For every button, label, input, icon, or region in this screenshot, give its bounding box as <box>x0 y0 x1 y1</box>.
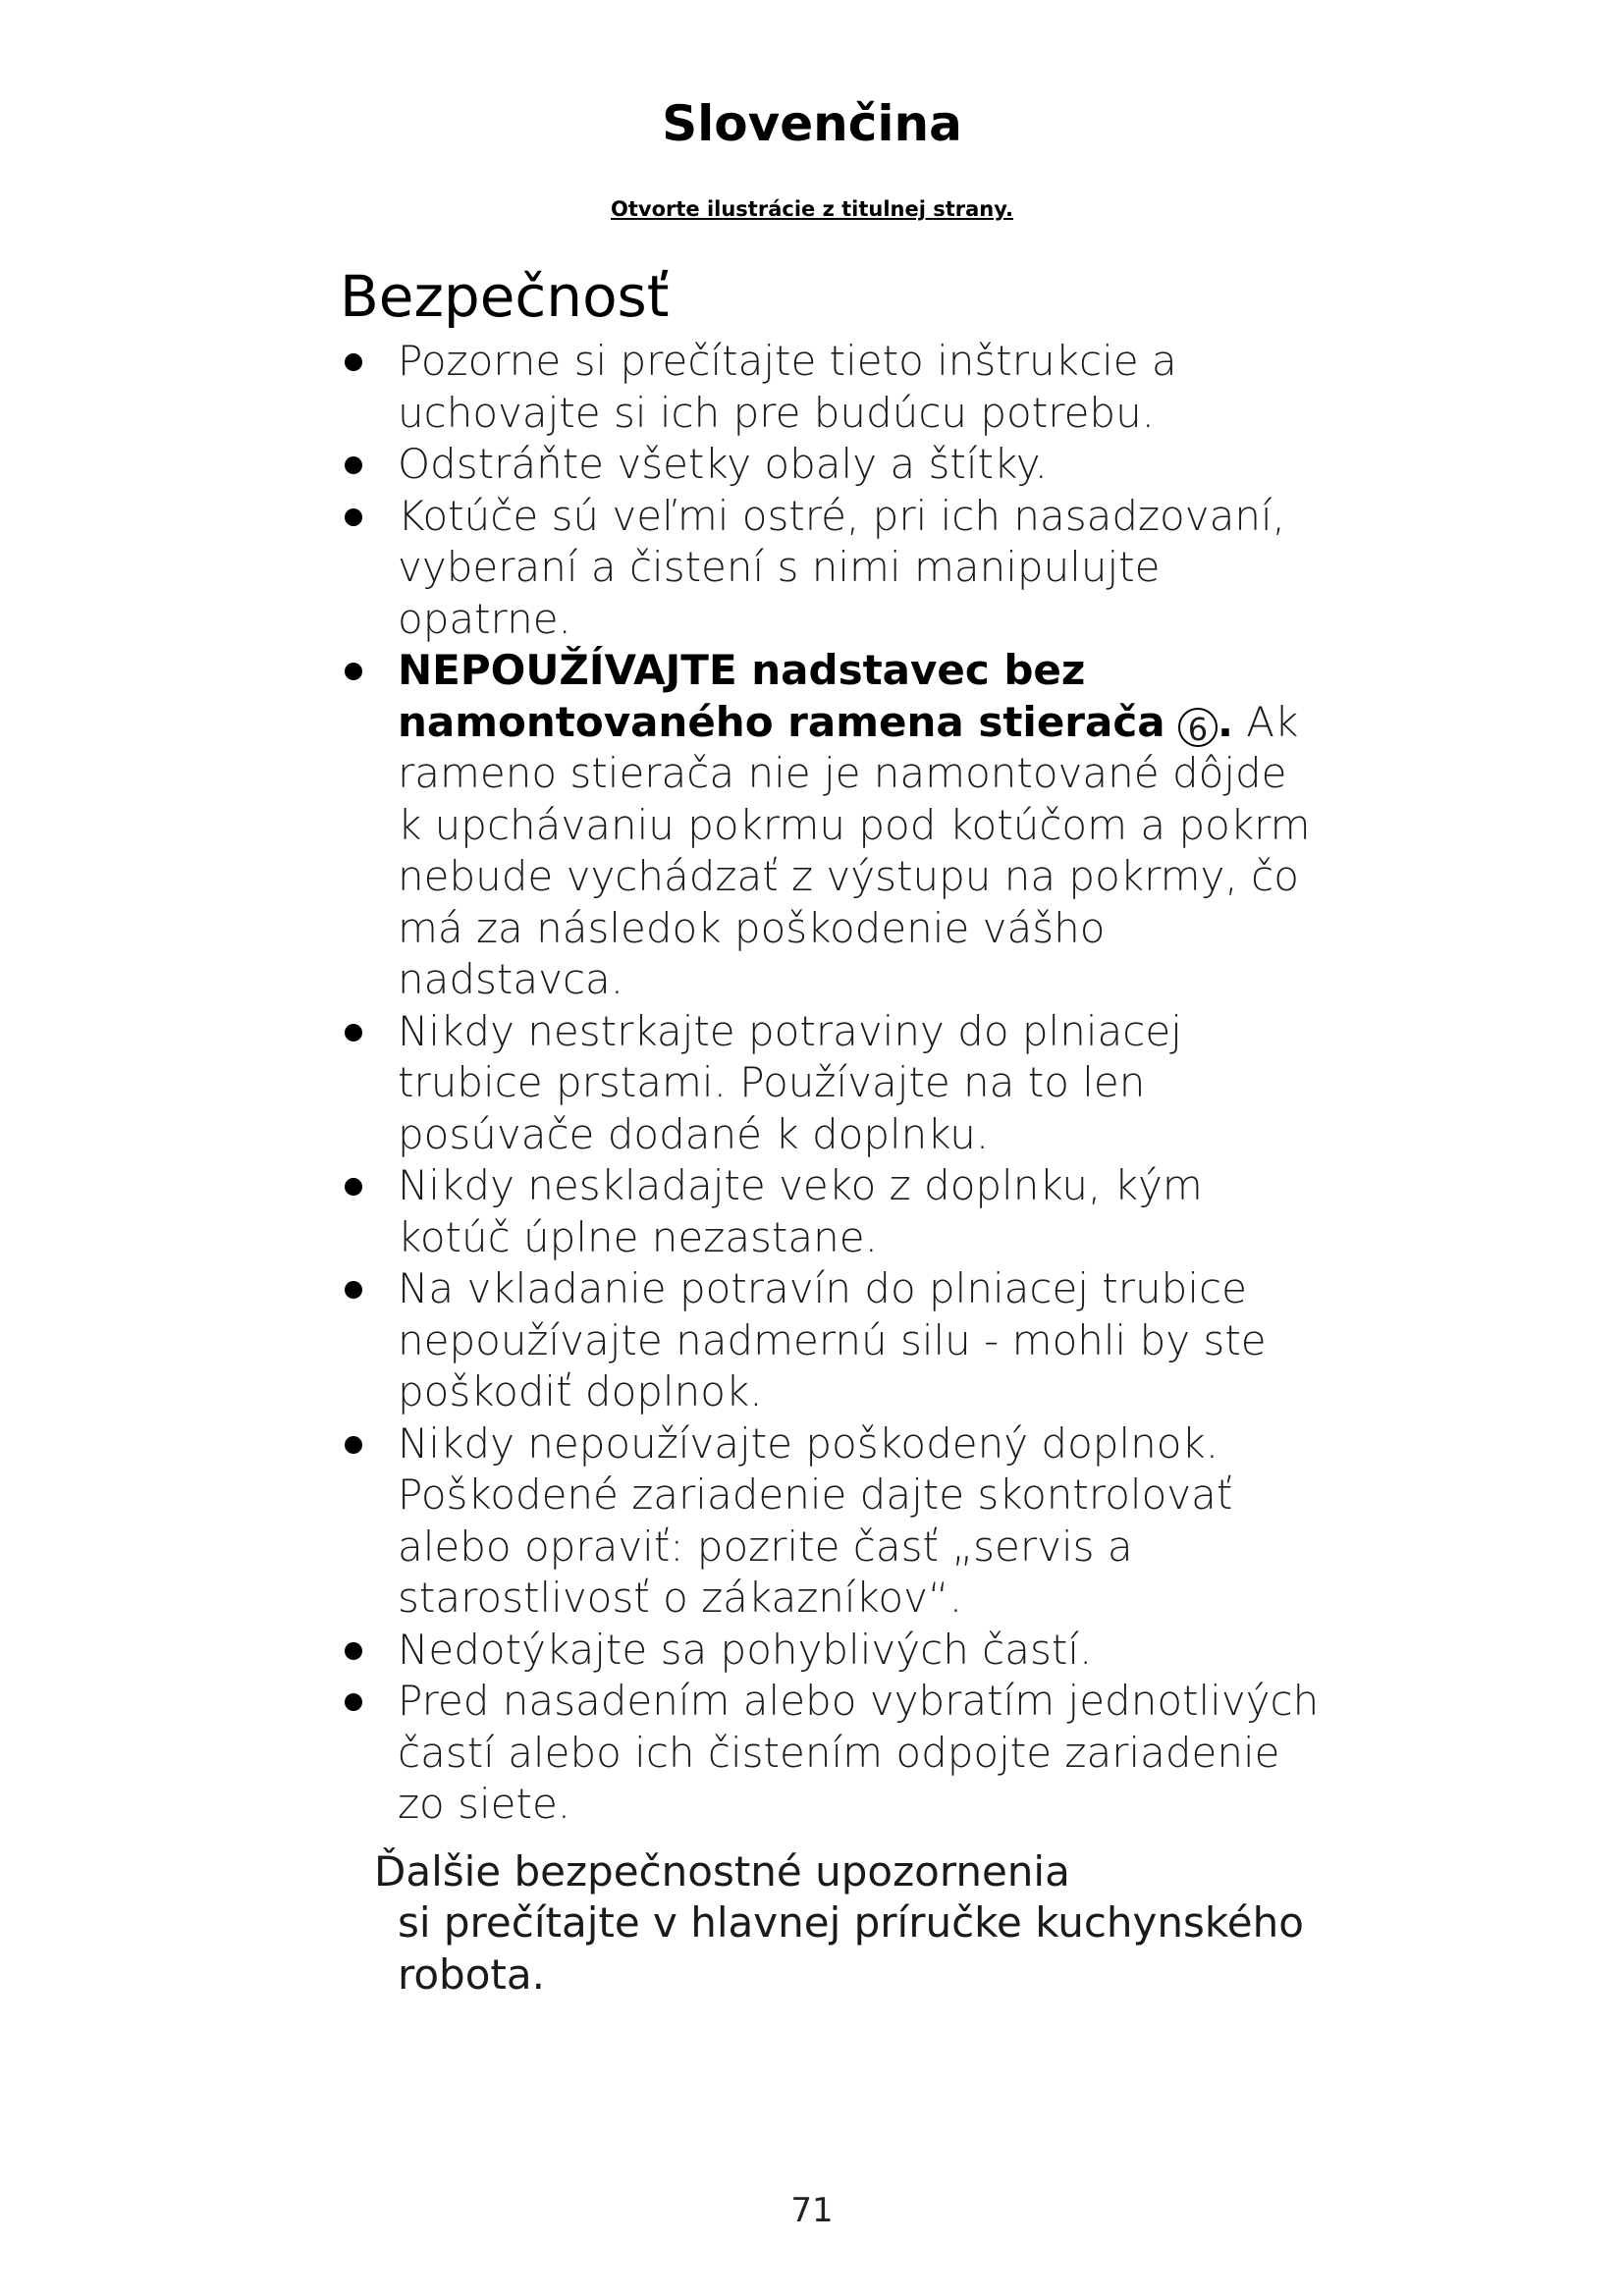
closing-line-2: si prečítajte v hlavnej príručke kuchynského robota. <box>398 1898 1304 1999</box>
list-item <box>340 1263 1322 1418</box>
closing-note <box>340 1846 1322 2002</box>
bullet-text: Odstráňte všetky obaly a štítky. <box>398 440 1049 488</box>
bullet-text: Kotúče sú veľmi ostré, pri ich nasadzovaní, vyberaní a čistení s nimi manipulujte opatrne. <box>398 491 1285 643</box>
subtitle-text: Otvorte ilustrácie z titulnej strany. <box>611 197 1013 221</box>
page-subtitle <box>0 197 1624 221</box>
bullet-text: Nikdy neskladajte veko z doplnku, kým kotúč úplne nezastane. <box>398 1161 1203 1261</box>
bullet-text: Pozorne si prečítajte tieto inštrukcie a uchovajte si ich pre budúcu potrebu. <box>398 337 1177 437</box>
bullet-text: Pred nasadením alebo vybratím jednotlivých častí alebo ich čistením odpojte zariadenie zo siete. <box>398 1677 1320 1828</box>
bullet-dot-icon <box>345 508 362 526</box>
section-heading: Bezpečnosť <box>340 263 670 330</box>
list-item <box>340 1676 1322 1831</box>
bullet-dot-icon <box>345 1281 362 1299</box>
bullet-dot-icon <box>345 456 362 474</box>
reference-suffix: . <box>1217 697 1233 746</box>
bullet-dot-icon <box>345 1178 362 1196</box>
page-number: 71 <box>790 2191 834 2230</box>
bullet-dot-icon <box>345 663 362 680</box>
safety-section <box>340 261 1322 2001</box>
list-item <box>340 439 1322 491</box>
list-item <box>340 1006 1322 1161</box>
list-item <box>340 491 1322 646</box>
page-title: Slovenčina <box>662 95 962 152</box>
bullet-dot-icon <box>345 353 362 371</box>
bullet-text: Nikdy nestrkajte potraviny do plniacej trubice prstami. Používajte na to len posúvače dodané k doplnku. <box>398 1006 1182 1158</box>
closing-line-1: Ďalšie bezpečnostné upozornenia <box>374 1846 1070 1896</box>
bullet-dot-icon <box>345 1693 362 1711</box>
bullet-text: Ak rameno stierača nie je namontované dôjde k upchávaniu pokrmu pod kotúčom a pokrm nebude vychádzať z výstupu na pokrmy, čo má za následok poškodenie vášho nadstavca. <box>398 697 1311 1003</box>
list-item <box>340 1418 1322 1625</box>
list-item <box>340 1625 1322 1677</box>
bullet-bold-warning: NEPOUŽÍVAJTE nadstavec bez namontovaného ramena stierača <box>398 646 1165 746</box>
bullet-dot-icon <box>345 1436 362 1454</box>
bullet-text: Nedotýkajte sa pohyblivých častí. <box>398 1625 1093 1674</box>
circled-reference-number: 6 <box>1178 708 1218 747</box>
list-item <box>340 336 1322 439</box>
bullet-text: Nikdy nepoužívajte poškodený doplnok. Poškodené zariadenie dajte skontrolovať alebo opraviť: pozrite časť „servis a starostlivosť o zákazníkov“. <box>398 1418 1233 1622</box>
bullet-dot-icon <box>345 1642 362 1660</box>
safety-bullet-list <box>340 336 1322 1831</box>
bullet-dot-icon <box>345 1024 362 1041</box>
bullet-text: Na vkladanie potravín do plniacej trubice nepoužívajte nadmernú silu - mohli by ste poškodiť doplnok. <box>398 1264 1267 1415</box>
list-item <box>340 1160 1322 1263</box>
list-item <box>340 645 1322 1006</box>
